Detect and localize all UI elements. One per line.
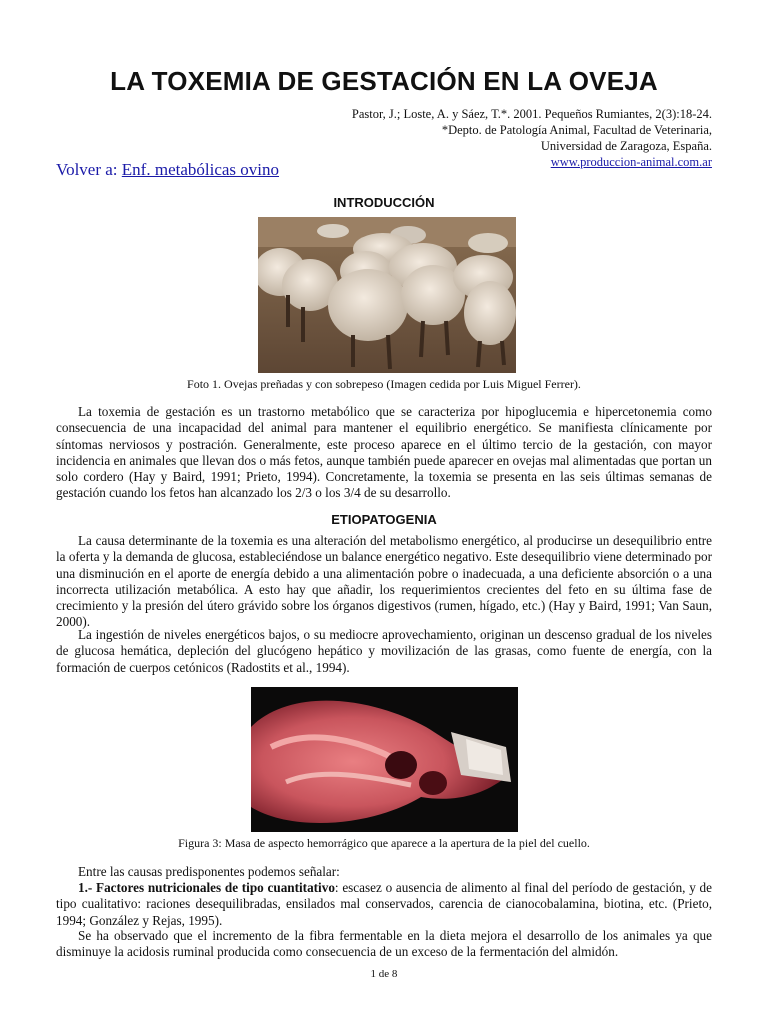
hemorrhagic-mass-photo [251,687,518,832]
etio-paragraph-1: La causa determinante de la toxemia es una alteración del metabolismo energético, al producirse un desequilibrio entre la oferta y la demanda de glucosa, estableciéndose un balance energético negativo. Este desequilibrio viene determinado por una disminución en el aporte de energía debido a una alimentación pobre o inadecuada, a una deficiente absorción o a una incorrecta utilización metabólica. A esto hay que añadir, los requerimientos crecientes del feto en su última fase de crecimiento y la presión del útero grávido sobre los órganos digestivos (rumen, hígado, etc.) (Hay y Baird, 1991; Van Saun, 2000). [56,533,712,630]
fiber-paragraph: Se ha observado que el incremento de la fibra fermentable en la dieta mejora el desarrollo de los animales ya que disminuye la acidosis ruminal producida como consecuencia de un exceso de la fermentación del almidón. [56,928,712,960]
back-navigation [56,160,279,180]
etiopathogenesis-heading: ETIOPATOGENIA [331,512,437,527]
back-link[interactable]: Enf. metabólicas ovino [121,160,280,179]
document-title: LA TOXEMIA DE GESTACIÓN EN LA OVEJA [110,66,658,96]
source-website-link[interactable]: www.produccion-animal.com.ar [550,155,712,169]
figure3-caption: Figura 3: Masa de aspecto hemorrágico que aparece a la apertura de la piel del cuello. [178,836,590,850]
citation-university: Universidad de Zaragoza, España. [540,139,712,153]
citation-block [352,106,712,170]
cause1-text: : escasez o ausencia de alimento al final del período de gestación, y de tipo cualitativo: raciones desequilibradas, ensilados mal conservados, carencia de cianocobalamina, biotina, etc. (Prieto, 1994; González y Rejas, 1995). [56,880,712,928]
intro-heading: INTRODUCCIÓN [333,195,435,210]
cause1-label: 1.- Factores nutricionales de tipo cuantitativo [78,880,335,895]
photo1-caption: Foto 1. Ovejas preñadas y con sobrepeso (Imagen cedida por Luis Miguel Ferrer). [187,377,581,391]
intro-paragraph: La toxemia de gestación es un trastorno metabólico que se caracteriza por hipoglucemia e hipercetonemia como consecuencia de una incapacidad del animal para mantener el equilibrio energético. Se manifiesta clínicamente por síntomas nerviosos y postración. Generalmente, este proceso aparece en el último tercio de la gestación, con mayor incidencia en animales que llevan dos o más fetos, aunque también puede aparecer en ovejas mal alimentadas que portan un solo cordero (Hay y Baird, 1991; Prieto, 1994). Concretamente, la toxemia se presenta en las seis últimas semanas de gestación cuando los fetos han alcanzado los 2/3 o los 3/4 de su desarrollo. [56,404,712,501]
citation-authors: Pastor, J.; Loste, A. y Sáez, T.*. 2001. Pequeños Rumiantes, 2(3):18-24. [351,107,712,121]
etio-paragraph-2: La ingestión de niveles energéticos bajos, o su mediocre aprovechamiento, originan un descenso gradual de los niveles de glucosa hemática, depleción del glucógeno hepático y movilización de las grasas, como fuente de energía, con la formación de cuerpos cetónicos (Radostits et al., 1994). [56,627,712,675]
causes-intro: Entre las causas predisponentes podemos señalar: [78,864,340,879]
citation-department: *Depto. de Patología Animal, Facultad de Veterinaria, [441,123,712,137]
sheep-photo [258,217,516,373]
back-prefix: Volver a: [56,160,122,179]
cause1-paragraph [56,880,712,929]
page-number: 1 de 8 [370,968,398,980]
